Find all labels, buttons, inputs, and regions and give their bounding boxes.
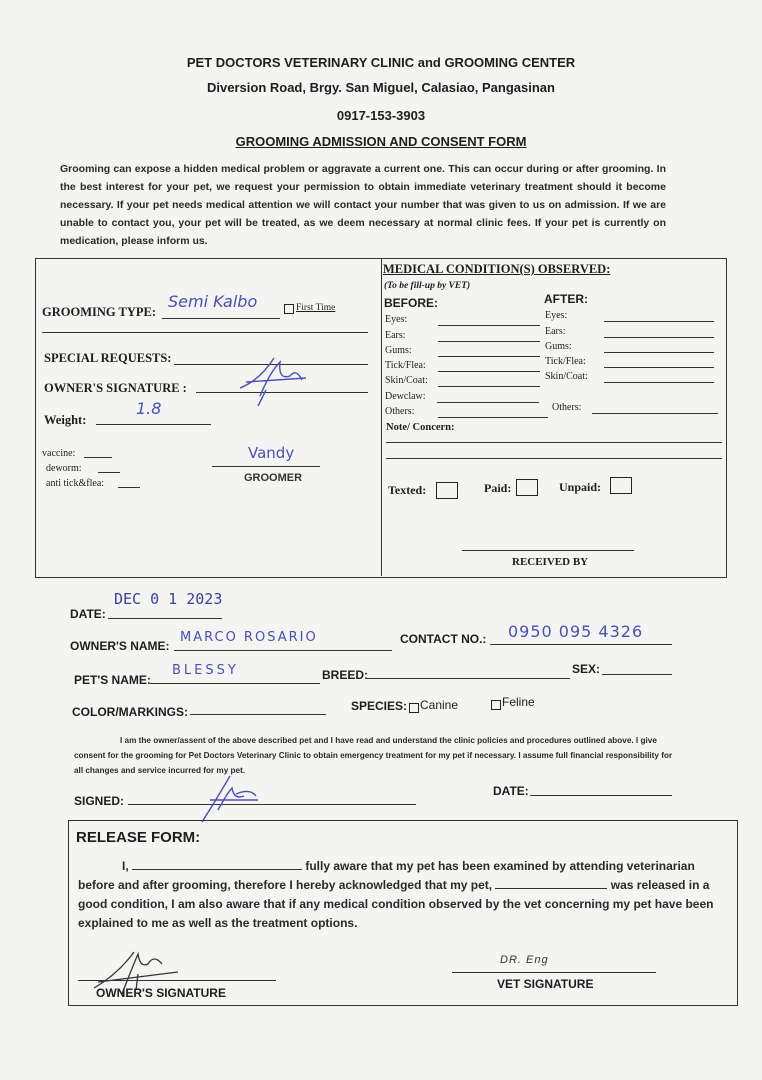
before-item-label: Dewclaw: bbox=[385, 391, 426, 402]
feline-label: Feline bbox=[502, 695, 535, 709]
groomer-label: GROOMER bbox=[244, 472, 303, 484]
canine-checkbox[interactable] bbox=[409, 703, 419, 713]
contact-value: 0950 095 4326 bbox=[508, 622, 644, 641]
signed-date-field[interactable] bbox=[530, 783, 672, 796]
owner-name-label: OWNER'S NAME: bbox=[70, 639, 170, 653]
release-pet-blank[interactable] bbox=[495, 876, 607, 889]
paid-label: Paid: bbox=[484, 481, 512, 495]
signed-scribble bbox=[196, 770, 266, 826]
before-item-field[interactable] bbox=[438, 361, 540, 372]
first-time-checkbox[interactable] bbox=[284, 304, 294, 314]
received-by-label: RECEIVED BY bbox=[512, 556, 589, 568]
intro-paragraph: Grooming can expose a hidden medical problem or aggravate a current one. This can occur during or after grooming. In the best interest for your pet, we request your permission to obtain immediate veterinary treatment should it become necessary. If your pet needs medical attention we will contact your number that was given to us on admission. If we are unable to contact you, your pet will be treated, as we deem necessary at normal clinic fees. If your pet is currently on medication, please inform us. bbox=[60, 163, 666, 247]
feline-checkbox[interactable] bbox=[491, 700, 501, 710]
unpaid-checkbox[interactable] bbox=[610, 477, 632, 494]
breed-field[interactable] bbox=[366, 666, 570, 679]
release-part1: I, bbox=[122, 859, 133, 873]
after-label: AFTER: bbox=[544, 292, 588, 306]
form-title: GROOMING ADMISSION AND CONSENT FORM bbox=[235, 134, 527, 149]
before-item-label: Ears: bbox=[385, 330, 406, 341]
clinic-address: Diversion Road, Brgy. San Miguel, Calasiao, Pangasinan bbox=[207, 80, 555, 95]
medical-title: MEDICAL CONDITION(S) OBSERVED: bbox=[383, 262, 611, 276]
after-item-field[interactable] bbox=[604, 311, 714, 322]
deworm-field[interactable] bbox=[98, 462, 120, 473]
after-item-label: Ears: bbox=[545, 326, 566, 337]
after-item-field[interactable] bbox=[604, 357, 714, 368]
vaccine-field[interactable] bbox=[84, 447, 112, 458]
groomer-name: Vandy bbox=[248, 444, 295, 462]
grooming-type-field[interactable] bbox=[162, 292, 280, 319]
before-item-label: Others: bbox=[385, 406, 415, 417]
release-part3: was released in a good condition, I am also aware that if any medical condition observed by the vet concerning my pet have been explained to me as well as the treatment options. bbox=[78, 878, 714, 930]
antitick-field[interactable] bbox=[118, 477, 140, 488]
weight-label: Weight: bbox=[44, 413, 87, 427]
owner-name-field[interactable] bbox=[174, 630, 392, 651]
grooming-type-value: Semi Kalbo bbox=[168, 292, 258, 311]
date-label: DATE: bbox=[70, 607, 106, 621]
release-owner-sig-label: OWNER'S SIGNATURE bbox=[96, 986, 226, 1000]
after-item-label: Others: bbox=[552, 402, 582, 413]
signed-label: SIGNED: bbox=[74, 794, 125, 808]
pet-name-value: BLESSY bbox=[172, 663, 239, 678]
owner-signature-label: OWNER'S SIGNATURE : bbox=[44, 381, 187, 395]
contact-label: CONTACT NO.: bbox=[400, 632, 487, 646]
vet-sig-label: VET SIGNATURE bbox=[497, 977, 594, 991]
first-time-label: First Time bbox=[296, 303, 336, 313]
color-field[interactable] bbox=[190, 702, 326, 715]
after-item-label: Tick/Flea: bbox=[545, 356, 586, 367]
after-item-label: Gums: bbox=[545, 341, 572, 352]
weight-field[interactable] bbox=[96, 399, 211, 425]
owner-name-value: MARCO ROSARIO bbox=[180, 630, 318, 645]
clinic-phone: 0917-153-3903 bbox=[336, 108, 426, 123]
before-item-field[interactable] bbox=[438, 331, 540, 342]
before-item-label: Gums: bbox=[385, 345, 412, 356]
weight-value: 1.8 bbox=[136, 399, 162, 418]
before-item-field[interactable] bbox=[438, 346, 540, 357]
note-line-2[interactable] bbox=[386, 448, 722, 459]
color-label: COLOR/MARKINGS: bbox=[72, 705, 188, 719]
vet-signature-field[interactable] bbox=[452, 960, 656, 973]
date-stamp: DEC 0 1 2023 bbox=[114, 590, 223, 608]
before-item-field[interactable] bbox=[438, 315, 540, 326]
special-requests-label: SPECIAL REQUESTS: bbox=[44, 351, 172, 365]
breed-label: BREED: bbox=[322, 668, 369, 682]
groomer-field[interactable] bbox=[212, 444, 320, 467]
clinic-name: PET DOCTORS VETERINARY CLINIC and GROOMING CENTER bbox=[186, 55, 576, 70]
signed-field[interactable] bbox=[128, 792, 416, 805]
column-divider bbox=[381, 258, 382, 576]
pet-name-field[interactable] bbox=[150, 663, 320, 684]
medical-subtitle: (To be fill-up by VET) bbox=[384, 281, 471, 291]
paid-checkbox[interactable] bbox=[516, 479, 538, 496]
before-item-field[interactable] bbox=[438, 376, 540, 387]
signed-date-label: DATE: bbox=[493, 784, 529, 798]
consent-text: I am the owner/assent of the above described pet and I have read and understand the clinic policies and procedures outlined above. I give consent for the grooming for Pet Doctors Veterinary Clinic to obtain emergency treatment for my pet if necessary. I assume full financial responsibility for all changes and service incurred for my pet. bbox=[74, 736, 673, 775]
after-item-field[interactable] bbox=[604, 327, 714, 338]
owner-signature-scribble bbox=[230, 350, 310, 410]
release-title: RELEASE FORM: bbox=[76, 829, 201, 846]
grooming-extra-line bbox=[42, 318, 368, 333]
texted-checkbox[interactable] bbox=[436, 482, 458, 499]
release-owner-blank[interactable] bbox=[132, 857, 302, 870]
species-label: SPECIES: bbox=[351, 699, 408, 713]
canine-label: Canine bbox=[420, 698, 459, 712]
deworm-label: deworm: bbox=[46, 463, 82, 474]
before-label: BEFORE: bbox=[384, 296, 438, 310]
before-item-field[interactable] bbox=[437, 392, 539, 403]
after-item-field[interactable] bbox=[604, 342, 714, 353]
sex-field[interactable] bbox=[602, 662, 672, 675]
after-item-label: Skin/Coat: bbox=[545, 371, 588, 382]
after-item-label: Eyes: bbox=[545, 310, 568, 321]
note-line-1[interactable] bbox=[386, 432, 722, 443]
release-part2: fully aware that my pet has been examined by attending veterinarian before and after grooming, therefore I hereby acknowledged that my pet, bbox=[78, 859, 695, 892]
pet-name-label: PET'S NAME: bbox=[74, 673, 151, 687]
received-by-field[interactable] bbox=[462, 540, 634, 551]
before-item-label: Skin/Coat: bbox=[385, 375, 428, 386]
sex-label: SEX: bbox=[572, 662, 601, 676]
antitick-label: anti tick&flea: bbox=[46, 478, 105, 489]
release-paragraph bbox=[78, 857, 728, 933]
after-item-field[interactable] bbox=[592, 403, 718, 414]
contact-field[interactable] bbox=[490, 622, 672, 645]
note-label: Note/ Concern: bbox=[386, 422, 455, 433]
unpaid-label: Unpaid: bbox=[559, 480, 602, 494]
before-item-label: Eyes: bbox=[385, 314, 408, 325]
vet-name: DR. Eng bbox=[500, 954, 549, 966]
before-item-field[interactable] bbox=[438, 407, 548, 418]
after-item-field[interactable] bbox=[604, 372, 714, 383]
grooming-type-label: GROOMING TYPE: bbox=[42, 305, 157, 319]
before-item-label: Tick/Flea: bbox=[385, 360, 426, 371]
vaccine-label: vaccine: bbox=[42, 448, 76, 459]
texted-label: Texted: bbox=[388, 483, 427, 497]
